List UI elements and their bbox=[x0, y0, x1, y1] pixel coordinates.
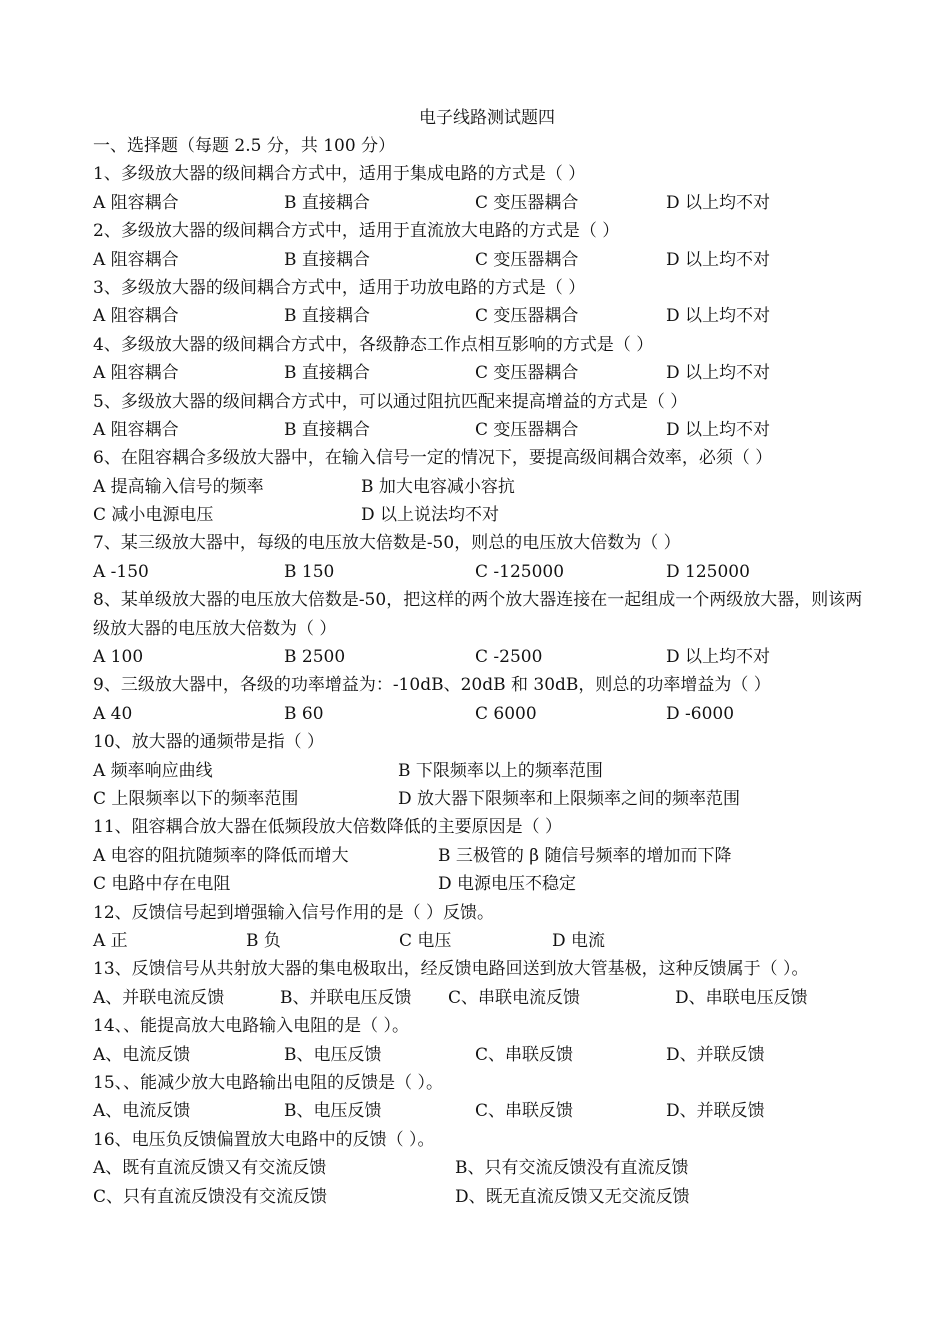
options-row bbox=[93, 558, 863, 586]
question-text: 7、某三级放大器中，每级的电压放大倍数是-50，则总的电压放大倍数为（ ） bbox=[93, 533, 681, 554]
answer-option: C 变压器耦合 bbox=[475, 363, 579, 384]
options-row bbox=[93, 473, 863, 501]
answer-option: B 直接耦合 bbox=[284, 363, 370, 384]
options-row bbox=[93, 984, 863, 1012]
answer-option: C 电路中存在电阻 bbox=[93, 874, 231, 895]
answer-option: D -6000 bbox=[666, 703, 735, 724]
answer-option: B、电压反馈 bbox=[284, 1101, 382, 1122]
answer-option: B 负 bbox=[246, 930, 281, 951]
options-row bbox=[93, 1097, 863, 1125]
answer-option: A、并联电流反馈 bbox=[93, 987, 225, 1008]
options-row bbox=[93, 416, 863, 444]
answer-option: C 变压器耦合 bbox=[475, 306, 579, 327]
answer-option: B 2500 bbox=[284, 647, 346, 668]
answer-option: D、并联反馈 bbox=[666, 1044, 765, 1065]
options-row bbox=[93, 870, 863, 898]
options-row bbox=[93, 842, 863, 870]
answer-option: D 以上均不对 bbox=[666, 249, 771, 270]
answer-option: C 变压器耦合 bbox=[475, 192, 579, 213]
answer-option: A 阻容耦合 bbox=[93, 306, 179, 327]
options-row bbox=[93, 1154, 863, 1182]
answer-option: A、电流反馈 bbox=[93, 1101, 191, 1122]
answer-option: B 直接耦合 bbox=[284, 419, 370, 440]
answer-option: B、电压反馈 bbox=[284, 1044, 382, 1065]
answer-option: C 变压器耦合 bbox=[475, 419, 579, 440]
question-text: 8、某单级放大器的电压放大倍数是-50，把这样的两个放大器连接在一起组成一个两级放大器，则该两级放大器的电压放大倍数为（ ） bbox=[93, 590, 863, 639]
question-text: 12、反馈信号起到增强输入信号作用的是（ ）反馈。 bbox=[93, 902, 495, 923]
question-text: 5、多级放大器的级间耦合方式中，可以通过阻抗匹配来提高增益的方式是（ ） bbox=[93, 391, 688, 412]
answer-option: C 6000 bbox=[475, 703, 537, 724]
question-text: 11、阻容耦合放大器在低频段放大倍数降低的主要原因是（ ） bbox=[93, 817, 563, 838]
answer-option: A、电流反馈 bbox=[93, 1044, 191, 1065]
answer-option: B 直接耦合 bbox=[284, 306, 370, 327]
section-heading: 一、选择题（每题 2.5 分，共 100 分） bbox=[93, 136, 396, 156]
question-text: 10、放大器的通频带是指（ ） bbox=[93, 732, 325, 753]
answer-option: A 频率响应曲线 bbox=[93, 760, 213, 781]
options-row bbox=[93, 501, 863, 529]
answer-option: B 直接耦合 bbox=[284, 192, 370, 213]
options-row bbox=[93, 246, 863, 274]
answer-option: D 以上均不对 bbox=[666, 647, 771, 668]
question-text: 16、电压负反馈偏置放大电路中的反馈（ ）。 bbox=[93, 1129, 435, 1150]
answer-option: C 减小电源电压 bbox=[93, 505, 214, 526]
answer-option: B 三极管的 β 随信号频率的增加而下降 bbox=[438, 845, 732, 866]
options-row bbox=[93, 359, 863, 387]
question-text: 2、多级放大器的级间耦合方式中，适用于直流放大电路的方式是（ ） bbox=[93, 221, 620, 242]
question-text: 13、反馈信号从共射放大器的集电极取出，经反馈电路回送到放大管基极，这种反馈属于（ ）。 bbox=[93, 959, 809, 980]
answer-option: A 阻容耦合 bbox=[93, 419, 179, 440]
answer-option: C 上限频率以下的频率范围 bbox=[93, 789, 299, 810]
answer-option: A -150 bbox=[93, 561, 149, 582]
answer-option: D 125000 bbox=[666, 561, 750, 582]
question-text: 14、、能提高放大电路输入电阻的是（ ）。 bbox=[93, 1016, 410, 1037]
answer-option: B、只有交流反馈没有直流反馈 bbox=[455, 1158, 689, 1179]
options-row bbox=[93, 927, 863, 955]
answer-option: C、串联反馈 bbox=[475, 1044, 574, 1065]
answer-option: A 正 bbox=[93, 930, 128, 951]
answer-option: D、既无直流反馈又无交流反馈 bbox=[455, 1186, 690, 1207]
question-list bbox=[93, 160, 863, 1211]
document-page bbox=[93, 104, 863, 1211]
question-text: 15、、能减少放大电路输出电阻的反馈是（ ）。 bbox=[93, 1072, 444, 1093]
answer-option: D 电源电压不稳定 bbox=[438, 874, 577, 895]
answer-option: D 以上均不对 bbox=[666, 306, 771, 327]
answer-option: D 以上说法均不对 bbox=[361, 505, 500, 526]
answer-option: C、只有直流反馈没有交流反馈 bbox=[93, 1186, 328, 1207]
answer-option: B 150 bbox=[284, 561, 335, 582]
answer-option: D 以上均不对 bbox=[666, 363, 771, 384]
answer-option: D、串联电压反馈 bbox=[675, 987, 808, 1008]
answer-option: C 变压器耦合 bbox=[475, 249, 579, 270]
answer-option: D、并联反馈 bbox=[666, 1101, 765, 1122]
answer-option: D 以上均不对 bbox=[666, 419, 771, 440]
answer-option: A 提高输入信号的频率 bbox=[93, 476, 264, 497]
document-title: 电子线路测试题四 bbox=[419, 108, 555, 128]
options-row bbox=[93, 1041, 863, 1069]
answer-option: B 直接耦合 bbox=[284, 249, 370, 270]
answer-option: B 60 bbox=[284, 703, 324, 724]
answer-option: C、串联反馈 bbox=[475, 1101, 574, 1122]
question-text: 4、多级放大器的级间耦合方式中，各级静态工作点相互影响的方式是（ ） bbox=[93, 334, 654, 355]
options-row bbox=[93, 189, 863, 217]
answer-option: C、串联电流反馈 bbox=[448, 987, 581, 1008]
options-row bbox=[93, 700, 863, 728]
answer-option: A 40 bbox=[93, 703, 133, 724]
answer-option: B 下限频率以上的频率范围 bbox=[398, 760, 603, 781]
options-row bbox=[93, 757, 863, 785]
question-text: 9、三级放大器中，各级的功率增益为：-10dB、20dB 和 30dB，则总的功率增益为（ ） bbox=[93, 675, 771, 696]
options-row bbox=[93, 302, 863, 330]
answer-option: A 电容的阻抗随频率的降低而增大 bbox=[93, 845, 349, 866]
answer-option: B 加大电容减小容抗 bbox=[361, 476, 515, 497]
answer-option: D 放大器下限频率和上限频率之间的频率范围 bbox=[398, 789, 741, 810]
answer-option: C 电压 bbox=[399, 930, 452, 951]
answer-option: D 电流 bbox=[552, 930, 606, 951]
question-text: 1、多级放大器的级间耦合方式中，适用于集成电路的方式是（ ） bbox=[93, 164, 586, 185]
answer-option: B、并联电压反馈 bbox=[280, 987, 412, 1008]
answer-option: A、既有直流反馈又有交流反馈 bbox=[93, 1158, 327, 1179]
answer-option: C -2500 bbox=[475, 647, 543, 668]
answer-option: A 阻容耦合 bbox=[93, 192, 179, 213]
answer-option: A 100 bbox=[93, 647, 144, 668]
answer-option: A 阻容耦合 bbox=[93, 249, 179, 270]
options-row bbox=[93, 643, 863, 671]
options-row bbox=[93, 785, 863, 813]
question-text: 6、在阻容耦合多级放大器中，在输入信号一定的情况下，要提高级间耦合效率，必须（ ） bbox=[93, 448, 773, 469]
question-text: 3、多级放大器的级间耦合方式中，适用于功放电路的方式是（ ） bbox=[93, 277, 586, 298]
options-row bbox=[93, 1183, 863, 1211]
answer-option: D 以上均不对 bbox=[666, 192, 771, 213]
answer-option: C -125000 bbox=[475, 561, 565, 582]
answer-option: A 阻容耦合 bbox=[93, 363, 179, 384]
